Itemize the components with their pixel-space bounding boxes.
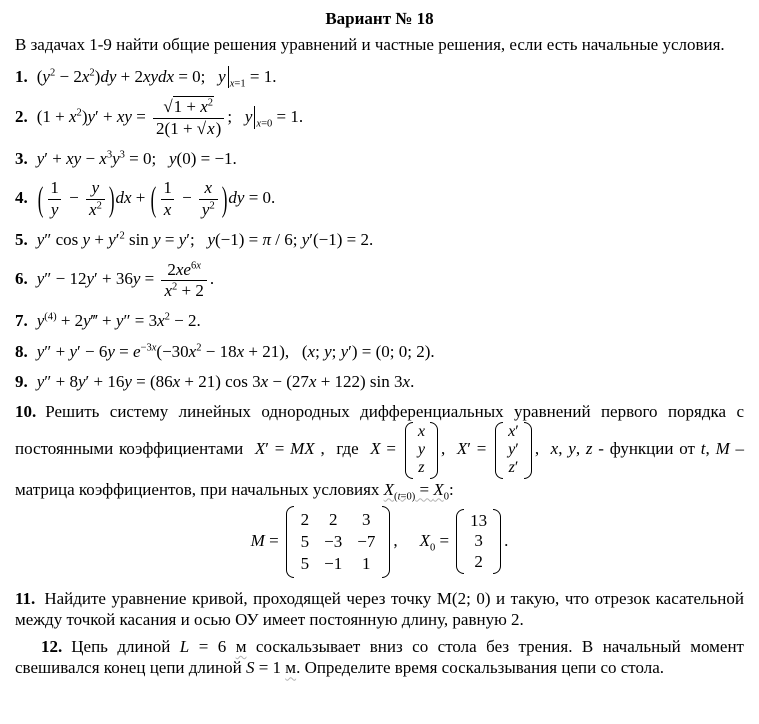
problem-formula: ( $\frac{1}{y}$ − $\frac{y}{x^2}$ )dx + ( $\frac{1}{x}$ − $\frac{x}{y^2}$ )dy = 0. [37, 178, 276, 219]
problem-5 [15, 229, 744, 250]
problem-number: 4. [15, 188, 28, 208]
problem-formula: y″ + 8y′ + 16y = (86x + 21) cos 3x − (27x + 122) sin 3x. [36, 371, 415, 391]
problem-formula: y″ − 12y′ + 36y = $\frac{2xe^{6x}}{x^2 + 2}$ . [36, 259, 215, 300]
left-paren [286, 506, 294, 578]
problem-formula: $y'' + y' - 6y = e^{-3x}(-30x^2 - 18x + 21)$, (x; y; y′) = (0; 0; 2). [36, 341, 435, 361]
problem-2 [15, 97, 744, 139]
problem-10 [15, 401, 744, 500]
problem-3 [15, 148, 744, 169]
matrix-m-label: M = [250, 530, 279, 550]
x0-label: $X_0$ = [419, 530, 450, 553]
problem-7 [15, 310, 744, 331]
matrix-equation [15, 506, 744, 578]
problem-6 [15, 260, 744, 302]
problem-number: 12. [41, 637, 63, 657]
problem-formula: y′ + xy − $x^3y^3 = 0$; y(0) = −1. [36, 149, 237, 169]
matrix-cell: 5 [300, 554, 310, 574]
matrix-cell: −7 [357, 532, 376, 552]
matrix-cell: −3 [324, 532, 343, 552]
problem-formula: $y^{(4)}$ + 2y‴ + $y'' = 3x^2 - 2$. [36, 311, 201, 331]
problem-number: 10. [15, 402, 37, 422]
problem-number: 11. [15, 588, 36, 608]
problem-4 [15, 178, 744, 220]
matrix-cell: 5 [300, 532, 310, 552]
page-title: Вариант № 18 [325, 9, 434, 28]
separator: , [393, 530, 398, 550]
problem-number: 7. [15, 311, 28, 331]
matrix-cell: 1 [362, 554, 371, 574]
problem-number: 3. [15, 149, 28, 169]
problem-number: 6. [15, 269, 28, 289]
matrix-cell: 2 [328, 509, 338, 529]
matrix-m-cells [294, 506, 383, 578]
matrix-cell: −1 [324, 554, 343, 574]
x0-vector [456, 509, 501, 574]
period: . [504, 530, 509, 550]
problem-number: 1. [15, 66, 28, 86]
right-paren [493, 509, 501, 574]
problem-number: 5. [15, 230, 28, 250]
matrix-cell: 3 [362, 509, 371, 529]
problem-formula: $(1 + x^2)y'$ + xy = $\frac{√1 + x^2}{2(1 + √x)}$ ; y $_{x=0}$ = 1. [36, 97, 304, 138]
left-paren [456, 509, 464, 574]
matrix-m [286, 506, 391, 578]
problem-8 [15, 341, 744, 362]
problem-number: 9. [15, 371, 28, 391]
vector-cell: 3 [474, 531, 483, 551]
problem-formula: $(y^2 - 2x^2)dy$ + 2xydx = 0; y $_{x=1}$ = 1. [36, 66, 277, 90]
problem-12 [15, 636, 744, 679]
vector-cell: 13 [470, 511, 488, 531]
problem-text: Цепь длиной L = 6 м соскальзывает вниз со стола без трения. В начальный момент свешивался конец цепи длиной S = 1 м. Определите время соскальзывания цепи со стола. [15, 637, 744, 678]
problem-11 [15, 588, 744, 631]
problem-formula: y″ $\cos y + y'^2$ sin y = y′; y(−1) = π / 6; y′(−1) = 2. [36, 230, 374, 250]
right-paren [382, 506, 390, 578]
problem-number: 8. [15, 341, 28, 361]
problem-number: 2. [15, 107, 28, 127]
intro-text: В задачах 1-9 найти общие решения уравнений и частные решения, если есть начальные условия. [15, 35, 725, 55]
vector-cell: 2 [474, 551, 483, 571]
problem-1 [15, 66, 744, 89]
problem-text: Решить систему линейных однородных дифференциальных уравнений первого порядка с постоянными коэффициентами X′ = MX , где X = x y z , X′ = x′ y′ z′ , x, y, z - функции от t, M – матрица коэффициентов, при начальных условиях $X_{(t=0)} = X_0$: [15, 402, 745, 502]
problem-9 [15, 371, 744, 392]
x0-cells [464, 509, 493, 574]
problem-text: Найдите уравнение кривой, проходящей через точку М(2; 0) и такую, что отрезок касательной между точкой касания и осью ОУ имеет постоянную длину, равную 2. [15, 588, 744, 629]
matrix-cell: 2 [300, 509, 310, 529]
